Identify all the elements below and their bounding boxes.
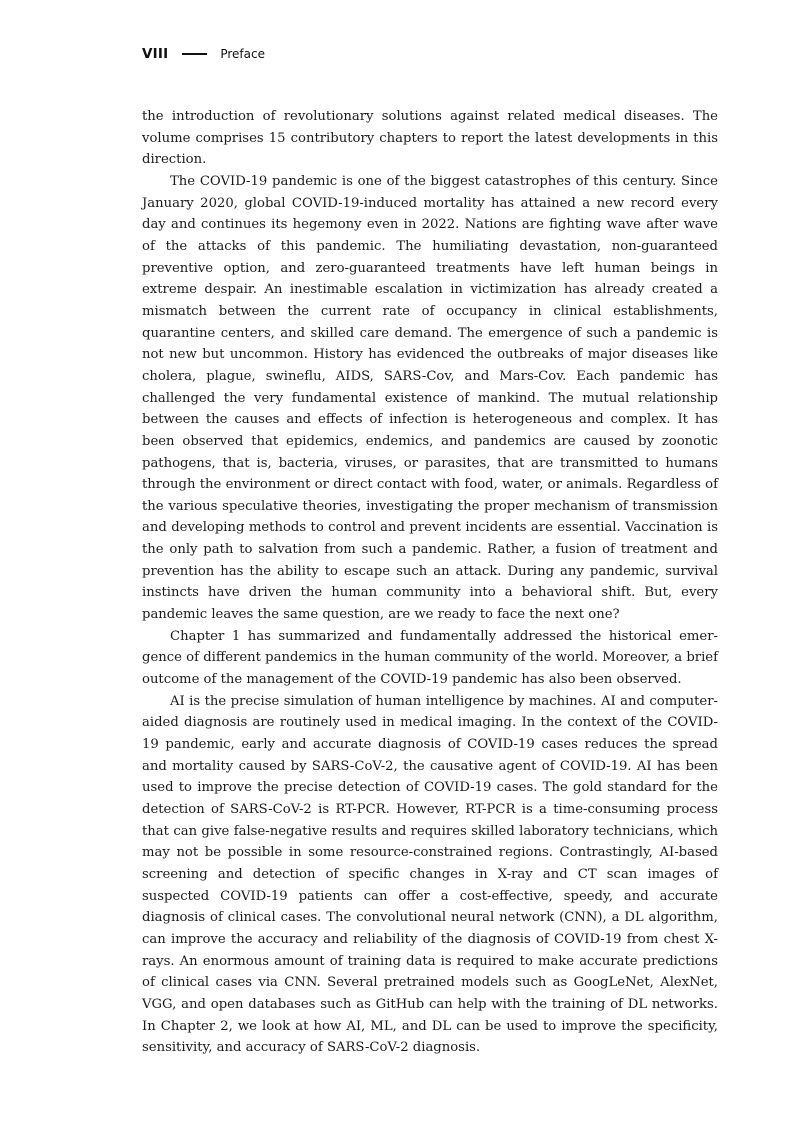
section-title: Preface [220,47,265,61]
preface-body [142,106,718,1059]
running-head [142,44,265,64]
header-rule [182,53,207,55]
paragraph-ai-diagnosis: AI is the precise simulation of human intelligence by machines. AI and computer-aided diagnosis are routinely used in medical imaging. In the context of the COVID-19 pandemic, early and accurate diagnosis of COVID-19 cases reduces the spread and mortality caused by SARS-CoV-2, the causative agent of COVID-19. AI has been used to improve the precise detection of COVID-19 cases. The gold standard for the detection of SARS-CoV-2 is RT-PCR. However, RT-PCR is a time-consuming process that can give false-negative results and requires skilled laboratory technicians, which may not be possible in some resource-constrained regions. Contrastingly, AI-based screening and detection of specific changes in X-ray and CT scan images of suspected COVID-19 patients can offer a cost-effective, speedy, and accurate diagnosis of clinical cases. The convolutional neural network (CNN), a DL algorithm, can improve the accuracy and reliability of the diagnosis of COVID-19 from chest X-rays. An enormous amount of training data is required to make accurate predictions of clinical cases via CNN. Several pretrained models such as GoogLeNet, AlexNet, VGG, and open databases such as GitHub can help with the training of DL networks. In Chapter 2, we look at how AI, ML, and DL can be used to improve the specificity, sensitivity, and accuracy of SARS-CoV-2 diagnosis. [142,693,718,1056]
page-number: VIII [142,46,169,62]
paragraph-continued: the introduction of revolutionary solutions against related medical diseases. The volume comprises 15 contributory chapters to report the latest developments in this direction. [142,109,718,168]
paragraph-chapter-1: Chapter 1 has summarized and fundamentally addressed the historical emergence of different pandemics in the human community of the world. Moreover, a brief outcome of the management of the COVID-19 pandemic has also been observed. [142,628,718,688]
paragraph-covid-pandemic: The COVID-19 pandemic is one of the biggest catastrophes of this century. Since January 2020, global COVID-19-induced mortality has attained a new record every day and continues its hegemony even in 2022. Nations are fighting wave after wave of the attacks of this pandemic. The humiliating devastation, non-guaranteed preventive option, and zero-guaranteed treatments have left human beings in extreme despair. An inestimable escalation in victimization has already created a mismatch between the current rate of occupancy in clinical establishments, quarantine centers, and skilled care demand. The emergence of such a pandemic is not new but uncommon. History has evidenced the outbreaks of major diseases like cholera, plague, swineflu, AIDS, SARS-Cov, and Mars-Cov. Each pandemic has challenged the very fundamental existence of mankind. The mutual relationship between the causes and effects of infection is heterogeneous and complex. It has been observed that epidemics, endemics, and pandemics are caused by zoonotic pathogens, that is, bacteria, viruses, or parasites, that are transmitted to humans through the environment or direct contact with food, water, or animals. Regardless of the various speculative theories, investigating the proper mechanism of transmission and developing methods to control and prevent incidents are essential. Vaccination is the only path to salvation from such a pandemic. Rather, a fusion of treatment and prevention has the ability to escape such an attack. During any pandemic, survival instincts have driven the human community into a behavioral shift. But, every pandemic leaves the same question, are we ready to face the next one? [142,173,718,623]
